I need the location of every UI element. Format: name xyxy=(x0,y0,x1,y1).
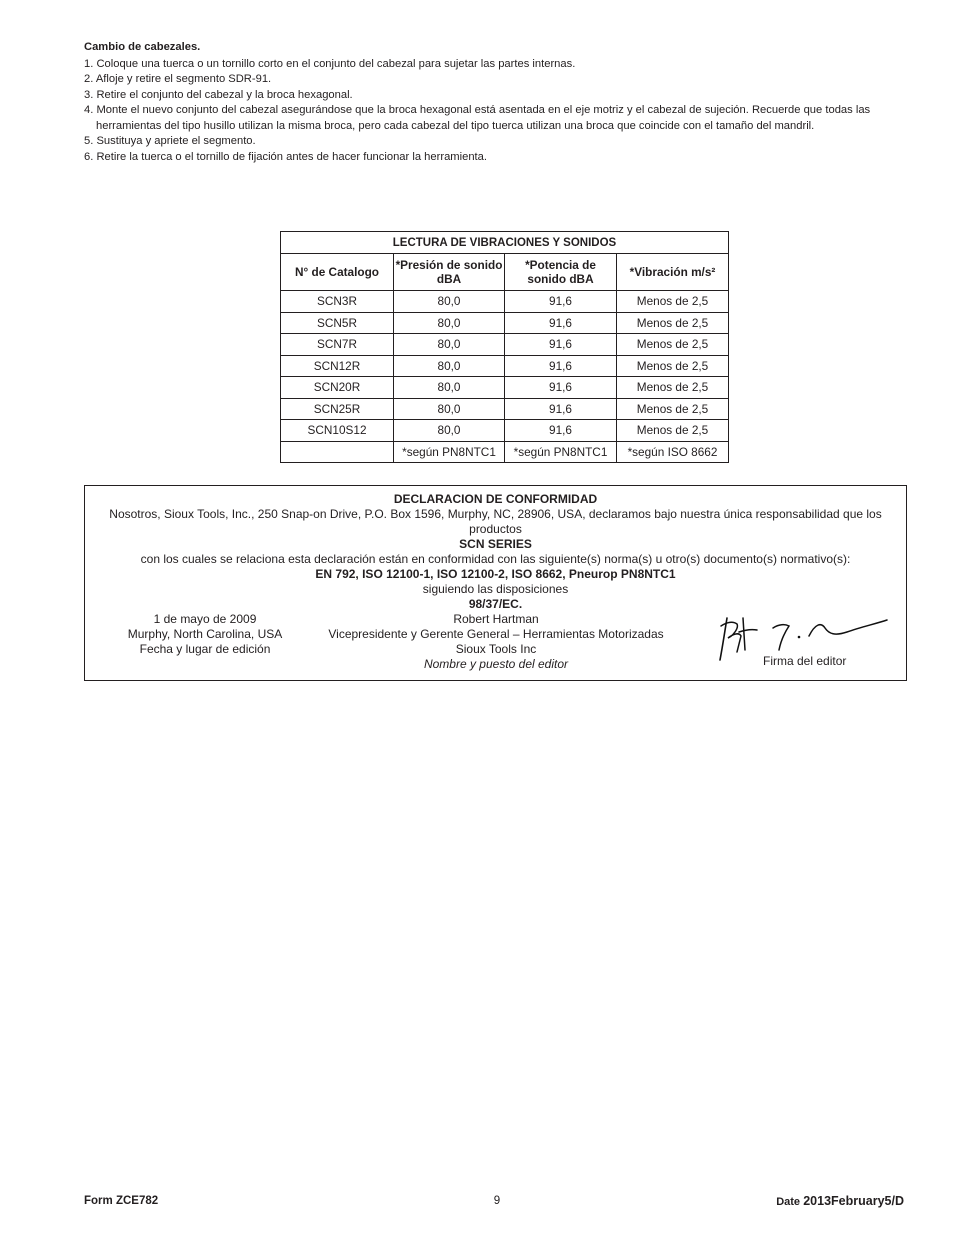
issue-date: 1 de mayo de 2009 xyxy=(153,612,257,626)
instructions-heading: Cambio de cabezales. xyxy=(84,41,201,53)
table-row xyxy=(281,377,729,399)
instruction-step: 6. Retire la tuerca o el tornillo de fijación antes de hacer funcionar la herramienta. xyxy=(84,150,487,163)
cell-power: 91,6 xyxy=(505,398,617,420)
instruction-step: 3. Retire el conjunto del cabezal y la broca hexagonal. xyxy=(84,88,353,101)
page-footer xyxy=(84,1194,904,1212)
table-title: LECTURA DE VIBRACIONES Y SONIDOS xyxy=(281,232,729,254)
header-catalog: N° de Catalogo xyxy=(281,254,394,291)
signer-name: Robert Hartman xyxy=(453,612,539,626)
issue-label: Fecha y lugar de edición xyxy=(139,642,271,656)
following-provisions: siguiendo las disposiciones xyxy=(422,582,569,596)
note-catalog xyxy=(281,441,394,463)
cell-vibration: Menos de 2,5 xyxy=(617,334,729,356)
cell-pressure: 80,0 xyxy=(394,355,505,377)
cell-vibration: Menos de 2,5 xyxy=(617,377,729,399)
cell-power: 91,6 xyxy=(505,334,617,356)
header-sound-pressure: *Presión de sonido dBA xyxy=(394,254,505,291)
table-row xyxy=(281,420,729,442)
cell-vibration: Menos de 2,5 xyxy=(617,355,729,377)
vibration-sound-table xyxy=(280,231,729,463)
footer-date xyxy=(776,1194,904,1208)
issue-place: Murphy, North Carolina, USA xyxy=(127,627,283,641)
table-row xyxy=(281,334,729,356)
cell-vibration: Menos de 2,5 xyxy=(617,420,729,442)
table-row xyxy=(281,355,729,377)
note-vibration: *según ISO 8662 xyxy=(617,441,729,463)
directive: 98/37/EC. xyxy=(468,597,523,611)
table-row xyxy=(281,312,729,334)
product-series: SCN SERIES xyxy=(459,537,532,551)
declaration-title: DECLARACION DE CONFORMIDAD xyxy=(393,492,598,506)
issue-date-place xyxy=(105,612,305,657)
cell-catalog: SCN25R xyxy=(281,398,394,420)
instructions-list xyxy=(84,57,904,166)
conformity-statement: con los cuales se relaciona esta declaración están en conformidad con las siguiente(s) norma(s) u otro(s) documento(s) normativo(s): xyxy=(140,552,851,566)
instruction-step: 5. Sustituya y apriete el segmento. xyxy=(84,135,256,147)
header-vibration: *Vibración m/s² xyxy=(617,254,729,291)
signature-label: Firma del editor xyxy=(763,654,847,668)
cell-pressure: 80,0 xyxy=(394,420,505,442)
header-sound-power: *Potencia de sonido dBA xyxy=(505,254,617,291)
cell-catalog: SCN7R xyxy=(281,334,394,356)
table-notes-row xyxy=(281,441,729,463)
cell-catalog: SCN12R xyxy=(281,355,394,377)
signature-block xyxy=(715,612,905,674)
cell-catalog: SCN20R xyxy=(281,377,394,399)
form-number: Form ZCE782 xyxy=(84,1195,159,1207)
cell-power: 91,6 xyxy=(505,355,617,377)
instruction-step: 2. Afloje y retire el segmento SDR-91. xyxy=(84,73,272,85)
table-row xyxy=(281,398,729,420)
cell-vibration: Menos de 2,5 xyxy=(617,312,729,334)
page-number: 9 xyxy=(493,1195,501,1207)
cell-power: 91,6 xyxy=(505,291,617,313)
note-pressure: *según PN8NTC1 xyxy=(394,441,505,463)
cell-vibration: Menos de 2,5 xyxy=(617,291,729,313)
cell-catalog: SCN3R xyxy=(281,291,394,313)
declaration-intro: Nosotros, Sioux Tools, Inc., 250 Snap-on Drive, P.O. Box 1596, Murphy, NC, 28906, USA, declaramos bajo nuestra única responsabilidad que los productos xyxy=(109,507,882,536)
cell-power: 91,6 xyxy=(505,377,617,399)
date-label: Date xyxy=(776,1196,801,1208)
note-power: *según PN8NTC1 xyxy=(505,441,617,463)
cell-pressure: 80,0 xyxy=(394,312,505,334)
date-value: 2013February5/D xyxy=(803,1194,904,1208)
cell-vibration: Menos de 2,5 xyxy=(617,398,729,420)
declaration-of-conformity xyxy=(84,485,907,681)
standards-list: EN 792, ISO 12100-1, ISO 12100-2, ISO 8662, Pneurop PN8NTC1 xyxy=(315,567,676,581)
cell-power: 91,6 xyxy=(505,420,617,442)
table-row xyxy=(281,291,729,313)
cell-catalog: SCN5R xyxy=(281,312,394,334)
signer-info xyxy=(315,612,677,672)
cell-power: 91,6 xyxy=(505,312,617,334)
instruction-step: 1. Coloque una tuerca o un tornillo corto en el conjunto del cabezal para sujetar las partes internas. xyxy=(84,57,576,70)
cell-catalog: SCN10S12 xyxy=(281,420,394,442)
instruction-step: 4. Monte el nuevo conjunto del cabezal asegurándose que la broca hexagonal está asentada en el eje motriz y el cabezal de sujeción. Recuerde que todas las herramientas del tipo husillo utilizan la misma broca, pero cada cabezal del tipo tuerca utilizan una broca que coincide con el tamaño del mandril. xyxy=(84,104,871,132)
signer-label: Nombre y puesto del editor xyxy=(423,657,569,671)
cell-pressure: 80,0 xyxy=(394,377,505,399)
signer-title: Vicepresidente y Gerente General – Herramientas Motorizadas xyxy=(328,627,664,641)
declaration-signoff xyxy=(85,612,906,678)
signer-company: Sioux Tools Inc xyxy=(455,642,537,656)
cell-pressure: 80,0 xyxy=(394,291,505,313)
cell-pressure: 80,0 xyxy=(394,398,505,420)
cell-pressure: 80,0 xyxy=(394,334,505,356)
instructions-section xyxy=(84,40,904,165)
